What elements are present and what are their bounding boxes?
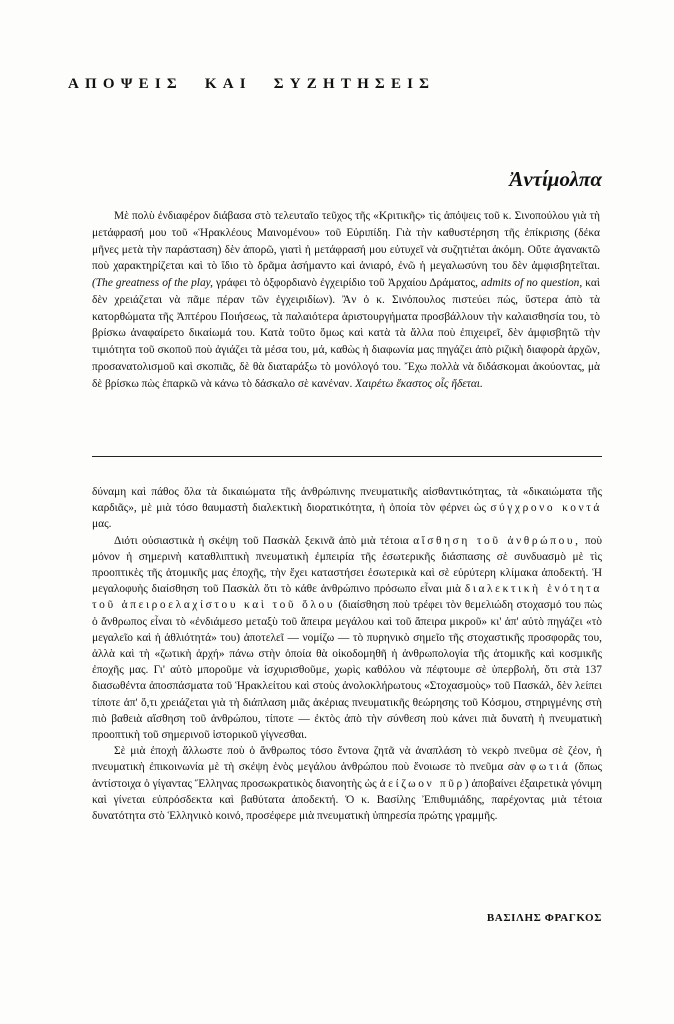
article-text: Σὲ μιὰ ἐποχὴ ἄλλωστε ποὺ ὁ ἄνθρωπος τόσο ἔντονα ζητᾶ νὰ ἀναπλάση τὸ νεκρὸ πνεῦμα σὲ ζέον, ἡ πνευματικὴ ἐπικοινωνία μὲ τὴ σκέψη ἑνὸς μεγάλου ἀνθρώπου ποὺ ἔνοιωσε τὸ πνεῦμα σὰν bbox=[92, 745, 602, 774]
article-paragraph-1 bbox=[92, 484, 602, 533]
letter-text-1: Μὲ πολὺ ἐνδιαφέρον διάβασα στὸ τελευταῖο τεῦχος τῆς «Κριτικῆς» τὶς ἀπόψεις τοῦ κ. Σινοπούλου γιὰ τὴ μετάφρασή μου τοῦ «Ἡρακλέους Μαινομένου» τοῦ Εὐριπίδη. Γιὰ τὴν καθυστέρηση τῆς ἐπίκρισης (δέκα μῆνες μετὰ τὴν παράσταση) δὲν ἀπορῶ, γιατὶ ἡ μετάφρασή μου εὐτυχεῖ νὰ συζητιέται ἀκόμη. Οὔτε ἀγανακτῶ ποὺ χαρακτηρίζεται καὶ τὸ ἴδιο τὸ δρᾶμα ἀσήμαντο καὶ ἀνιαρό, ἐνῶ ἡ μεγαλωσύνη του δὲν ἀμφισβητεῖται. bbox=[92, 210, 600, 273]
letter-quote-english-1: (The greatness of the play, bbox=[92, 277, 213, 289]
article-paragraph-2 bbox=[92, 533, 602, 744]
article-spaced-text: σύγχρονο κοντά bbox=[490, 502, 602, 515]
article-text: ) ἀποβαίνει ἐξαιρετικὰ γόνιμη καὶ γίνεται εὐπρόσδεκτα καὶ βαθύτατα ἀποδεκτή. Ὁ κ. Βασίλης Ἐπιθυμιάδης, παρέχοντας μιὰ τέτοια δυνατότητα στὸ Ἑλληνικὸ κοινό, προσέφερε μιὰ πνευματικὴ ὑπηρεσία πρώτης γραμμῆς. bbox=[92, 777, 602, 823]
section-divider bbox=[92, 456, 602, 457]
article-spaced-text: φωτιά bbox=[529, 761, 571, 774]
letter-closing-quote: Χαιρέτω ἕκαστος οἷς ἥδεται. bbox=[355, 377, 483, 390]
article-text: (διαίσθηση ποὺ τρέφει τὸν θεμελιώδη στοχασμό του πὼς ὁ ἄνθρωπος εἶναι τὸ «ἐνδιάμεσο μεταξὺ τοῦ ἄπειρα μεγάλου καὶ τοῦ ἄπειρα μικροῦ» κι' ἀπ' αὐτὸ πηγάζει «τὸ μεγαλεῖο καὶ ἡ ἀθλιότητά» του) ἀποτελεῖ — νομίζω — τὸ πυρηνικὸ σημεῖο τῆς στοχαστικῆς προσφορᾶς του, ἀλλὰ καὶ τὴ «ζωτικὴ ἀρχή» πάνω στὴν ὁποία θὰ οἰκοδομηθῆ ἡ ἀνθρωπολογία τῆς ἀτομικῆς καὶ κοσμικῆς ἐποχῆς μας. Γι' αὐτὸ μποροῦμε νὰ ἰσχυρισθοῦμε, χωρὶς καθόλου νὰ πέφτουμε σὲ ὑπερβολή, ὅτι στὰ 137 διασωθέντα ἀποσπάσματα τοῦ Ἡρακλείτου καὶ στοὺς ἀνολοκλήρωτους «Στοχασμοὺς» τοῦ Πασκάλ, δὲν λείπει τίποτε ἀπ' ὅ,τι χρειάζεται γιὰ τὴ διάπλαση μιᾶς ἀκέριας πνευματικῆς θεώρησης τοῦ Κόσμου, στηριγμένης στὴ πιὸ βαθειὰ αἴσθηση τοῦ ἀνθρώπου, τίποτε — ἐκτὸς ἀπὸ τὴν σύνθεση ποὺ κάνει πιὰ δυνατὴ ἡ πνευματικὴ προοπτικὴ τοῦ σημερινοῦ ἱστορικοῦ γίγνεσθαι. bbox=[92, 599, 602, 742]
article-spaced-text: αἴσθηση τοῦ ἀνθρώπου, bbox=[413, 534, 581, 547]
article-text: μας. bbox=[92, 518, 112, 531]
article-text: (ὅπως ἀντίστοιχα ὁ γίγαντας Ἕλληνας προσωκρατικὸς διανοητὴς ὡς bbox=[92, 761, 603, 790]
letter-body bbox=[92, 208, 600, 392]
section-header: ΑΠΟΨΕΙΣ ΚΑΙ ΣΥΖΗΤΗΣΕΙΣ bbox=[68, 76, 436, 92]
author-signature: ΒΑΣΙΛΗΣ ΦΡΑΓΚΟΣ bbox=[486, 912, 602, 924]
article-text: Διότι οὐσιαστικὰ ἡ σκέψη τοῦ Πασκὰλ ξεκινᾶ ἀπὸ μιὰ τέτοια bbox=[114, 534, 409, 547]
letter-text-3: καὶ δὲν χρειάζεται νὰ πᾶμε πέραν τῶν ἐγχειριδίων). Ἂν ὁ κ. Σινόπουλος πιστεύει πώς, ὕστερα ἀπὸ τὰ κατορθώματα τῆς Ἀπτέρου Ποιήσεως, τὰ παλαιότερα ἀριστουργήματα προσβάλλουν τὴν καλαισθησία του, τὸ βρίσκω ἀναφαίρετο δικαίωμά του. Κατὰ τοῦτο ὅμως καὶ κατὰ τὰ ἄλλα ποὺ ἐπιχειρεῖ, δὲν ἀμφισβητῶ τὴν τιμιότητα τοῦ σκοποῦ ποὺ ἁγιάζει τὰ μέσα του, μά, καθὼς ἡ διαφωνία μας πηγάζει ἀπὸ ριζικὴ διαφορὰ ἀρχῶν, προσανατολισμοῦ καὶ σκοπιᾶς, δὲ θὰ διαταράξω τὸ μονόλογό του. Ἔχω πολλὰ νὰ διδάσκομαι ἀκούοντας, μὰ δὲ βρίσκω πὼς ἐπαρκῶ νὰ κάνω τὸ δάσκαλο σὲ κανέναν. bbox=[92, 277, 600, 390]
letter-quote-english-2: admits of no question, bbox=[480, 277, 583, 289]
letter-text-2: γράφει τὸ ὀξφορδιανὸ ἐγχειρίδιο τοῦ Ἀρχαίου Δράματος, bbox=[216, 277, 478, 289]
article-text: δύναμη καὶ πάθος ὅλα τὰ δικαιώματα τῆς ἀνθρώπινης πνευματικῆς αἰσθαντικότητας, τὰ «δικαιώματα τῆς καρδιᾶς», μὲ μιὰ τόσο θαυμαστὴ διαλεκτικὴ διορατικότητα, ἡ ὁποία τὸν φέρνει ὡς bbox=[92, 486, 602, 515]
article-spaced-text: ἀείζωον πῦρ bbox=[379, 777, 465, 790]
article-spaced-text: διαλεκτικὴ ἑνότητα τοῦ ἀπειροελαχίστου καὶ τοῦ ὅλου bbox=[92, 583, 602, 612]
article-text: ποὺ μόνον ἡ σημερινὴ καταθλιπτικὴ πνευματικὴ ἐμπειρία τῆς ἐσωτερικῆς διάσπασης σὲ συνδυασμὸ μὲ τὶς προοπτικὲς τῆς ἀτομικῆς μας ἐποχῆς, τὴν ἔχει καταστήσει ἐσωτερικὰ καὶ σὲ εὐρύτερη κλίμακα ἀποδεκτή. Ἡ μεγαλοφυὴς διαίσθηση τοῦ Πασκὰλ ὅτι τὸ κάθε ἀνθρώπινο πρόσωπο εἶναι μιὰ bbox=[92, 534, 602, 596]
article-paragraph-3 bbox=[92, 743, 602, 824]
letter-title: Ἀντίμολπα bbox=[509, 167, 602, 191]
article-body bbox=[92, 484, 602, 824]
